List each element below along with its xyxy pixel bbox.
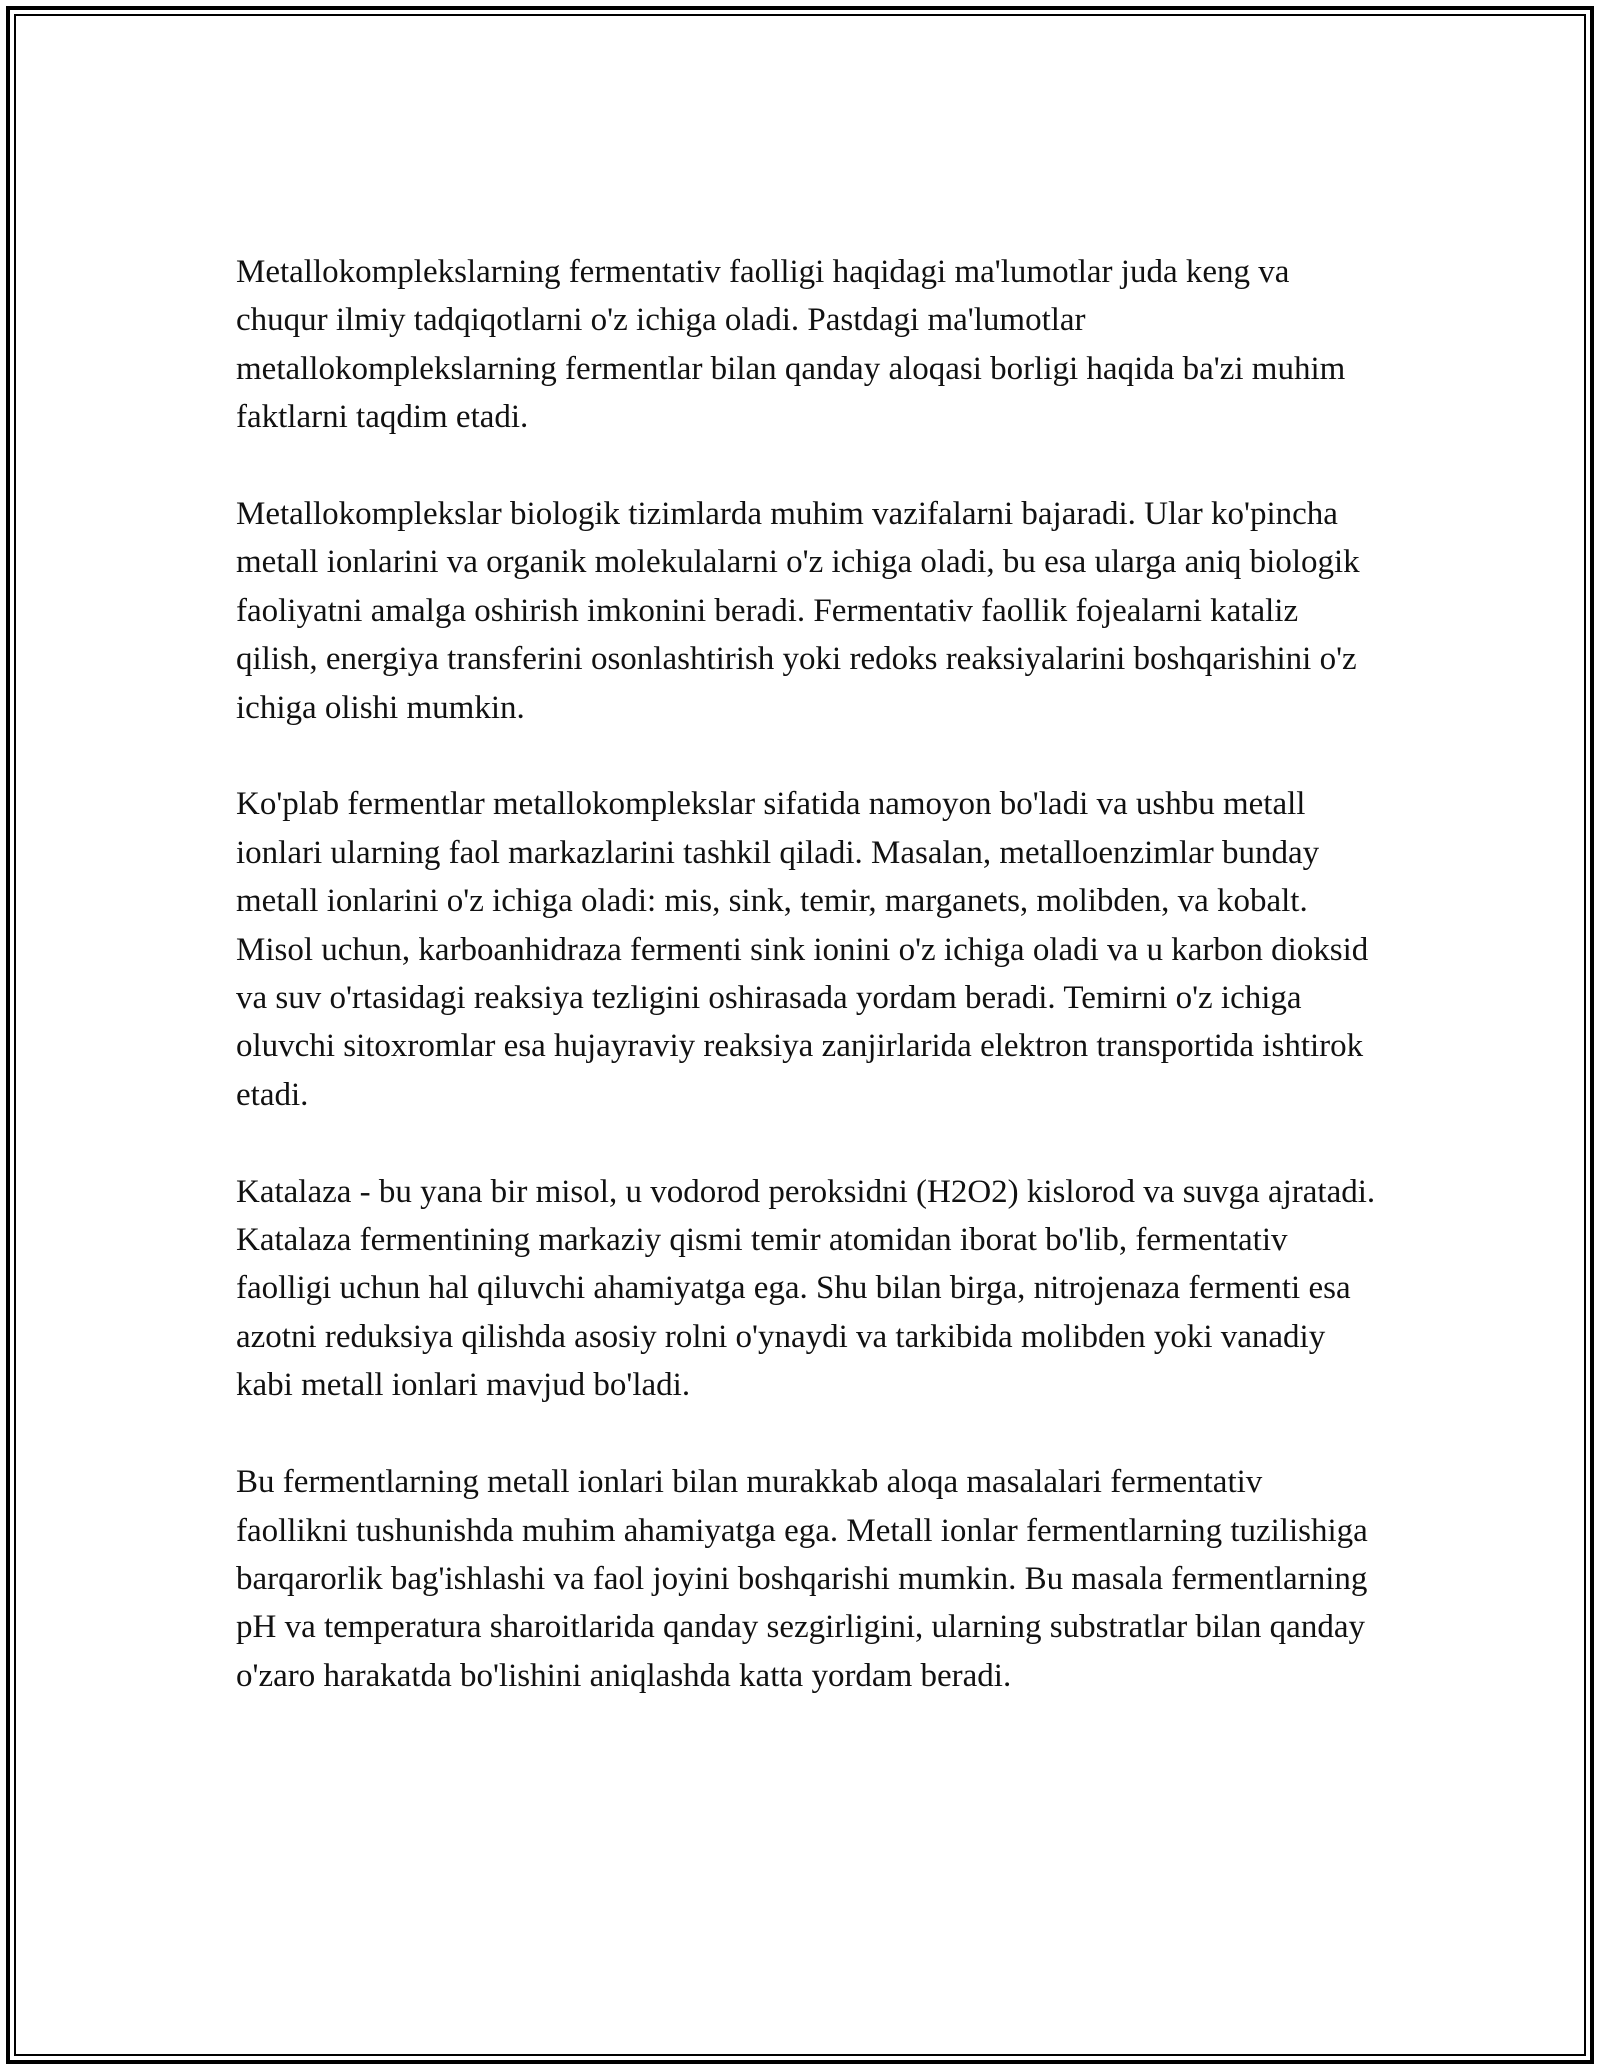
paragraph-catalase: Katalaza - bu yana bir misol, u vodorod peroksidni (H2O2) kislorod va suvga ajratadi. Katalaza fermentining markaziy qismi temir atomidan iborat bo'lib, fermentativ faolligi uchun hal qiluvchi ahamiyatga ega. Shu bilan birga, nitrojenaza fermenti esa azotni reduksiya qilishda asosiy rolni o'ynaydi va tarkibida molibden yoki vanadiy kabi metall ionlari mavjud bo'ladi. <box>236 1173 1376 1404</box>
paragraph-biological-role: Metallokomplekslar biologik tizimlarda muhim vazifalarni bajaradi. Ular ko'pincha metall ionlarini va organik molekulalarni o'z ichiga oladi, bu esa ularga aniq biologik faoliyatni amalga oshirish imkonini beradi. Fermentativ faollik fojealarni kataliz qilish, energiya transferini osonlashtirish yoki redoks reaksiyalarini boshqarishini o'z ichiga olishi mumkin. <box>236 496 1360 726</box>
paragraph-metalloenzymes: Ko'plab fermentlar metallokomplekslar sifatida namoyon bo'ladi va ushbu metall ionlari ularning faol markazlarini tashkil qiladi. Masalan, metalloenzimlar bunday metall ionlarini o'z ichiga oladi: mis, sink, temir, marganets, molibden, va kobalt. Misol uchun, karboanhidraza fermenti sink ionini o'z ichiga oladi va u karbon dioksid va suv o'rtasidagi reaksiya tezligini oshirasada yordam beradi. Temirni o'z ichiga oluvchi sitoxromlar esa hujayraviy reaksiya zanjirlarida elektron transportida ishtirok etadi. <box>236 786 1369 1113</box>
document-body <box>236 248 1376 1700</box>
paragraph-conclusion: Bu fermentlarning metall ionlari bilan murakkab aloqa masalalari fermentativ faollikni tushunishda muhim ahamiyatga ega. Metall ionlar fermentlarning tuzilishiga barqarorlik bag'ishlashi va faol joyini boshqarishi mumkin. Bu masala fermentlarning pH va temperatura sharoitlarida qanday sezgirligini, ularning substratlar bilan qanday o'zaro harakatda bo'lishini aniqlashda katta yordam beradi. <box>236 1464 1368 1694</box>
paragraph-intro: Metallokomplekslarning fermentativ faolligi haqidagi ma'lumotlar juda keng va chuqur ilmiy tadqiqotlarni o'z ichiga oladi. Pastdagi ma'lumotlar metallokomplekslarning fermentlar bilan qanday aloqasi borligi haqida ba'zi muhim faktlarni taqdim etadi. <box>236 254 1346 436</box>
